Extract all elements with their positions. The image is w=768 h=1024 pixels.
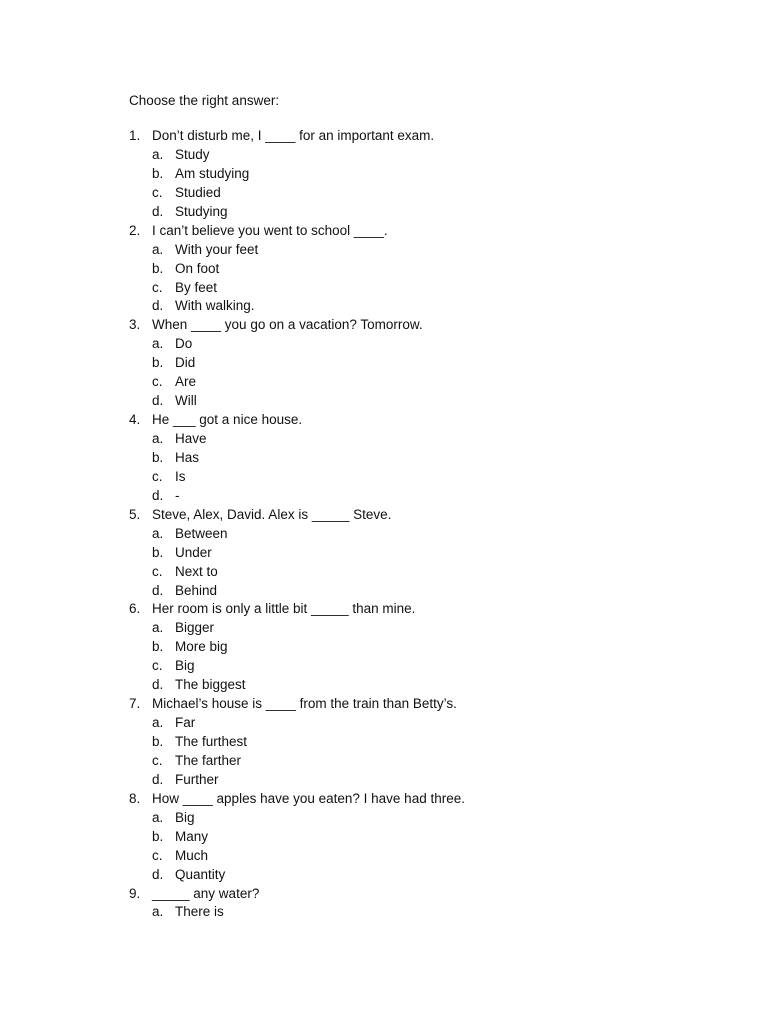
option-letter: c. <box>152 847 163 863</box>
answer-option <box>129 184 689 203</box>
option-letter: d. <box>152 866 164 882</box>
option-letter: d. <box>152 487 164 503</box>
answer-option <box>129 866 689 885</box>
option-text: With walking. <box>175 298 255 314</box>
question-number: 3. <box>129 317 141 333</box>
option-text: Between <box>175 525 228 541</box>
option-letter: c. <box>152 374 163 390</box>
answer-option <box>129 809 689 828</box>
question-text: He ___ got a nice house. <box>152 412 303 428</box>
option-letter: b. <box>152 639 164 655</box>
answer-option <box>129 392 689 411</box>
option-text: By feet <box>175 279 218 295</box>
answer-option <box>129 373 689 392</box>
option-text: With your feet <box>175 241 259 257</box>
option-text: Far <box>175 715 196 731</box>
answer-option <box>129 733 689 752</box>
question-5 <box>129 506 689 525</box>
answer-option <box>129 544 689 563</box>
answer-option <box>129 828 689 847</box>
option-letter: c. <box>152 468 163 484</box>
question-number: 8. <box>129 790 141 806</box>
answer-option <box>129 354 689 373</box>
question-8 <box>129 790 689 809</box>
option-letter: d. <box>152 582 164 598</box>
option-letter: a. <box>152 620 164 636</box>
answer-option <box>129 752 689 771</box>
option-text: Am studying <box>175 165 250 181</box>
answer-option <box>129 676 689 695</box>
answer-option <box>129 771 689 790</box>
option-letter: a. <box>152 525 164 541</box>
option-text: Did <box>175 355 196 371</box>
question-1 <box>129 127 689 146</box>
answer-option <box>129 903 689 922</box>
option-letter: b. <box>152 828 164 844</box>
answer-option <box>129 847 689 866</box>
option-text: Much <box>175 847 209 863</box>
question-7 <box>129 695 689 714</box>
option-letter: b. <box>152 165 164 181</box>
answer-option <box>129 430 689 449</box>
question-number: 6. <box>129 601 141 617</box>
answer-option <box>129 582 689 601</box>
option-text: Are <box>175 374 197 390</box>
option-letter: b. <box>152 355 164 371</box>
option-letter: a. <box>152 146 164 162</box>
option-text: Next to <box>175 563 218 579</box>
answer-option <box>129 525 689 544</box>
answer-option <box>129 619 689 638</box>
option-letter: d. <box>152 393 164 409</box>
option-text: Studied <box>175 184 221 200</box>
option-letter: c. <box>152 184 163 200</box>
answer-option <box>129 279 689 298</box>
question-text: Steve, Alex, David. Alex is _____ Steve. <box>152 506 392 522</box>
option-letter: a. <box>152 431 164 446</box>
answer-option <box>129 260 689 279</box>
option-letter: d. <box>152 298 164 314</box>
option-text: Study <box>175 146 210 162</box>
answer-option <box>129 638 689 657</box>
question-text: I can’t believe you went to school ____. <box>152 222 388 238</box>
question-4 <box>129 411 689 430</box>
option-text: Many <box>175 828 209 844</box>
option-text: Has <box>175 449 200 465</box>
answer-option <box>129 241 689 260</box>
option-letter: a. <box>152 336 164 352</box>
question-text: _____ any water? <box>152 885 260 901</box>
instruction-text: Choose the right answer: <box>129 93 280 108</box>
option-letter: c. <box>152 563 163 579</box>
option-text: On foot <box>175 260 220 276</box>
question-number: 1. <box>129 128 141 143</box>
answer-option <box>129 468 689 487</box>
option-text: Do <box>175 336 193 352</box>
question-text: When ____ you go on a vacation? Tomorrow. <box>152 317 423 333</box>
answer-option <box>129 146 689 165</box>
question-number: 5. <box>129 506 141 522</box>
option-text: Bigger <box>175 620 215 636</box>
answer-option <box>129 297 689 316</box>
question-list <box>129 127 689 922</box>
question-number: 2. <box>129 222 141 238</box>
option-letter: b. <box>152 260 164 276</box>
option-text: The furthest <box>175 734 248 749</box>
option-letter: a. <box>152 715 164 731</box>
option-letter: b. <box>152 544 164 560</box>
question-text: Don’t disturb me, I ____ for an important exam. <box>152 128 435 143</box>
option-text: Will <box>175 393 197 409</box>
question-number: 4. <box>129 412 141 428</box>
answer-option <box>129 657 689 676</box>
option-text: The biggest <box>175 677 246 693</box>
answer-option <box>129 487 689 506</box>
answer-option <box>129 449 689 468</box>
question-3 <box>129 316 689 335</box>
option-letter: c. <box>152 752 163 768</box>
option-text: Further <box>175 771 219 787</box>
option-text: There is <box>175 904 224 920</box>
option-text: Studying <box>175 203 228 219</box>
question-9 <box>129 885 689 904</box>
question-2 <box>129 222 689 241</box>
option-letter: d. <box>152 203 164 219</box>
option-text: More big <box>175 639 228 655</box>
question-6 <box>129 600 689 619</box>
option-letter: a. <box>152 809 164 825</box>
option-letter: c. <box>152 279 163 295</box>
option-letter: b. <box>152 449 164 465</box>
option-text: Have <box>175 431 207 446</box>
answer-option <box>129 203 689 222</box>
option-text: Big <box>175 658 195 674</box>
option-letter: a. <box>152 241 164 257</box>
option-letter: d. <box>152 677 164 693</box>
option-text: Big <box>175 809 195 825</box>
answer-option <box>129 165 689 184</box>
question-number: 7. <box>129 696 141 712</box>
option-letter: a. <box>152 904 164 920</box>
option-text: The farther <box>175 752 242 768</box>
question-text: Her room is only a little bit _____ than mine. <box>152 601 416 617</box>
answer-option <box>129 335 689 354</box>
question-text: Michael’s house is ____ from the train than Betty’s. <box>152 696 457 712</box>
option-text: - <box>175 487 180 503</box>
option-text: Under <box>175 544 212 560</box>
option-letter: d. <box>152 771 164 787</box>
option-text: Behind <box>175 582 218 598</box>
answer-option <box>129 714 689 733</box>
question-text: How ____ apples have you eaten? I have had three. <box>152 790 465 806</box>
option-text: Quantity <box>175 866 226 882</box>
option-letter: c. <box>152 658 163 674</box>
option-letter: b. <box>152 734 164 749</box>
option-text: Is <box>175 468 186 484</box>
question-number: 9. <box>129 885 141 901</box>
answer-option <box>129 563 689 582</box>
